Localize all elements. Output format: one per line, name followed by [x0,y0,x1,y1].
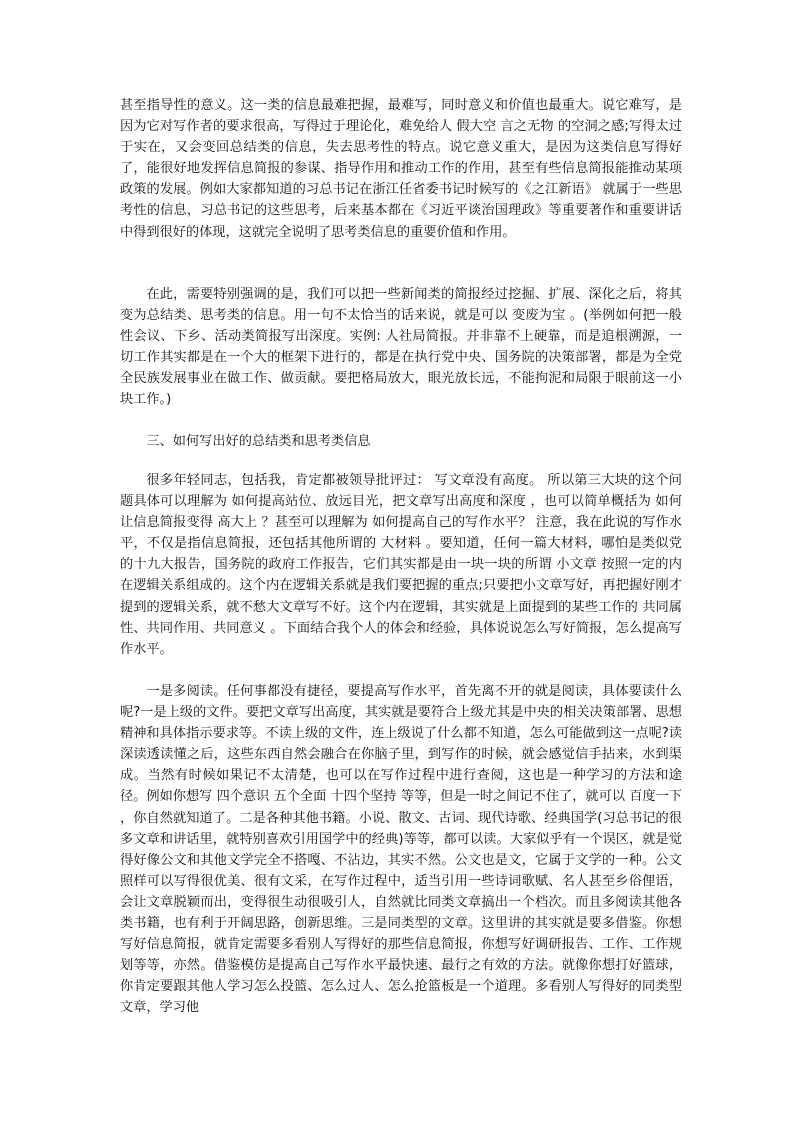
paragraph-emphasis: 在此，需要特别强调的是，我们可以把一些新闻类的简报经过挖掘、扩展、深化之后，将其变为总结类、思考类的信息。用一句不太恰当的话来说，就是可以 变废为宝 。(举例如何把一般性会议、下乡、活动类简报写出深度。实例: 人社局简报。并非靠不上硬靠，而是追根溯源，一切工作其实都是在一个大的框架下进行的，都是在执行党中央、国务院的决策部署，都是为全党全民族发展事业在做工作、做贡献。要把格局放大，眼光放长远，不能拘泥和局限于眼前这一小块工作。) [120,287,682,408]
document-page [120,0,682,1123]
paragraph-writing-height: 很多年轻同志，包括我，肯定都被领导批评过： 写文章没有高度。 所以第三大块的这个问题具体可以理解为 如何提高站位、放远目光，把文章写出高度和深度 ，也可以简单概括为 如何让信息简报变得 高大上 ？甚至可以理解为 如何提高自己的写作水平？ 注意，我在此说的写作水平，不仅是指信息简报，还包括其他所谓的 大材料 。要知道，任何一篇大材料，哪怕是类似党的十九大报告，国务院的政府工作报告，它们其实都是由一块一块的所谓 小文章 按照一定的内在逻辑关系组成的。这个内在逻辑关系就是我们要把握的重点;只要把小文章写好，再把握好刚才提到的逻辑关系，就不愁大文章写不好。这个内在逻辑，其实就是上面提到的某些工作的 共同属性、共同作用、共同意义 。下面结合我个人的体会和经验，具体说说怎么写好简报，怎么提高写作水平。 [120,473,682,657]
paragraph-read-more: 一是多阅读。任何事都没有捷径，要提高写作水平，首先离不开的就是阅读，具体要读什么呢?一是上级的文件。要把文章写出高度，其实就是要符合上级尤其是中央的相关决策部署、思想精神和具体指示要求等。不读上级的文件，连上级说了什么都不知道，怎么可能做到这一点呢?读深读透读懂之后，这些东西自然会融合在你脑子里，到写作的时候，就会感觉信手拈来，水到渠成。当然有时候如果记不太清楚，也可以在写作过程中进行查阅，这也是一种学习的方法和途径。例如你想写 四个意识 五个全面 十四个坚持 等等，但是一时之间记不住了，就可以 百度一下 ，你自然就知道了。二是各种其他书籍。小说、散文、古词、现代诗歌、经典国学(习总书记的很多文章和讲话里，就特别喜欢引用国学中的经典)等等，都可以读。大家似乎有一个误区，就是觉得好像公文和其他文学完全不搭嘎、不沾边，其实不然。公文也是文，它属于文学的一种。公文照样可以写得很优美、很有文采，在写作过程中，适当引用一些诗词歌赋、名人甚至乡俗俚语，会让文章脱颖而出，变得很生动很吸引人，自然就比同类文章搞出一个档次。而且多阅读其他各类书籍，也有利于开阔思路，创新思维。三是同类型的文章。这里讲的其实就是要多借鉴。你想写好信息简报，就肯定需要多看别人写得好的那些信息简报，你想写好调研报告、工作、工作规划等等，亦然。借鉴模仿是提高自己写作水平最快速、最行之有效的方法。就像你想打好篮球，你肯定要跟其他人学习怎么投篮、怎么过人、怎么抢篮板是一个道理。多看别人写得好的同类型文章，学习他 [120,684,682,1016]
paragraph-thinking-info: 甚至指导性的意义。这一类的信息最难把握，最难写，同时意义和价值也最重大。说它难写，是因为它对写作者的要求很高，写得过于理论化，难免给人 假大空 言之无物 的空洞之感;写得太过于实在，又会变回总结类的信息，失去思考性的特点。说它意义重大，是因为这类信息写得好了，能很好地发挥信息简报的参谋、指导作用和推动工作的作用，甚至有些信息简报能推动某项政策的发展。例如大家都知道的习总书记在浙江任省委书记时候写的《之江新语》 就属于一些思考性的信息，习总书记的这些思考，后来基本都在《习近平谈治国理政》等重要著作和重要讲话中得到很好的体现，这就完全说明了思考类信息的重要价值和作用。 [120,98,682,240]
section-heading: 三、如何写出好的总结类和思考类信息 [146,434,371,449]
